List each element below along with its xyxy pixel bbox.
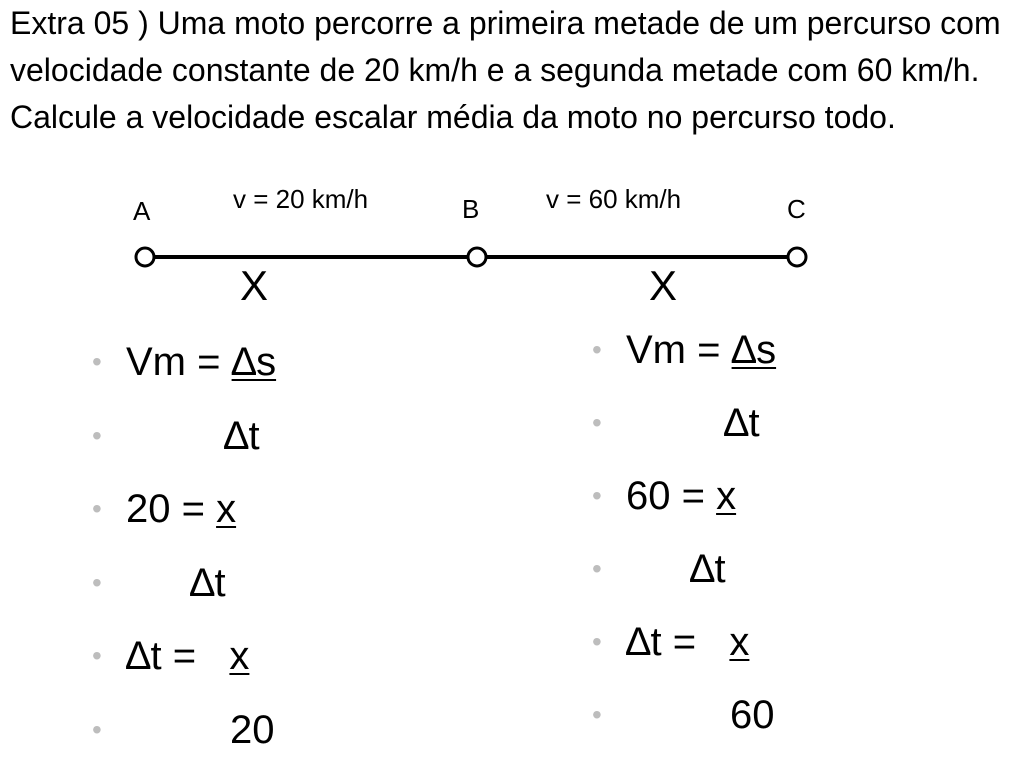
bullet-dot: • [592,617,602,667]
numerator: x [216,487,236,531]
point-b-label: B [462,194,479,224]
bullet-dot: • [92,558,102,608]
point-c-marker [788,248,806,266]
bullet-dot: • [592,690,602,740]
list-item: • ∆t = x [126,631,276,705]
point-c-label: C [787,194,806,224]
numerator: ∆s [732,328,776,372]
bullet-dot: • [592,471,602,521]
list-item: • Vm = ∆s [126,337,276,411]
speed-ab-label: v = 20 km/h [233,184,368,214]
numerator: ∆s [232,340,276,384]
numerator: x [716,474,736,518]
list-item: • 20 = x [126,484,276,558]
bullet-dot: • [92,411,102,461]
point-b-marker [468,248,486,266]
bullet-dot: • [92,705,102,755]
bullet-dot: • [92,484,102,534]
problem-statement: Extra 05 ) Uma moto percorre a primeira metade de um percurso com velocidade constante de 20 km/h e a segunda metade com 60 km/h. Calcule a velocidade escalar média da moto no percurso todo. [10,0,1010,141]
list-item: • ∆t = x [626,617,776,690]
bullet-dot: • [92,337,102,387]
point-a-label: A [133,196,151,226]
bullet-dot: • [592,544,602,594]
list-item: • 60 [626,690,776,763]
point-a-marker [136,248,154,266]
numerator: x [229,634,249,678]
speed-bc-label: v = 60 km/h [546,184,681,214]
bullet-dot: • [592,398,602,448]
list-item: • ∆t [126,411,276,485]
list-item: • ∆t [126,558,276,632]
distance-bc-label: X [649,262,677,309]
bullet-dot: • [92,631,102,681]
route-diagram [0,0,1024,320]
list-item: • 60 = x [626,471,776,544]
list-item: • 20 [126,705,276,778]
right-calculation [626,325,776,763]
distance-ab-label: X [240,262,268,309]
numerator: x [729,620,749,664]
list-item: • Vm = ∆s [626,325,776,398]
left-calculation [126,337,276,778]
list-item: • ∆t [626,544,776,617]
list-item: • ∆t [626,398,776,471]
bullet-dot: • [592,325,602,375]
